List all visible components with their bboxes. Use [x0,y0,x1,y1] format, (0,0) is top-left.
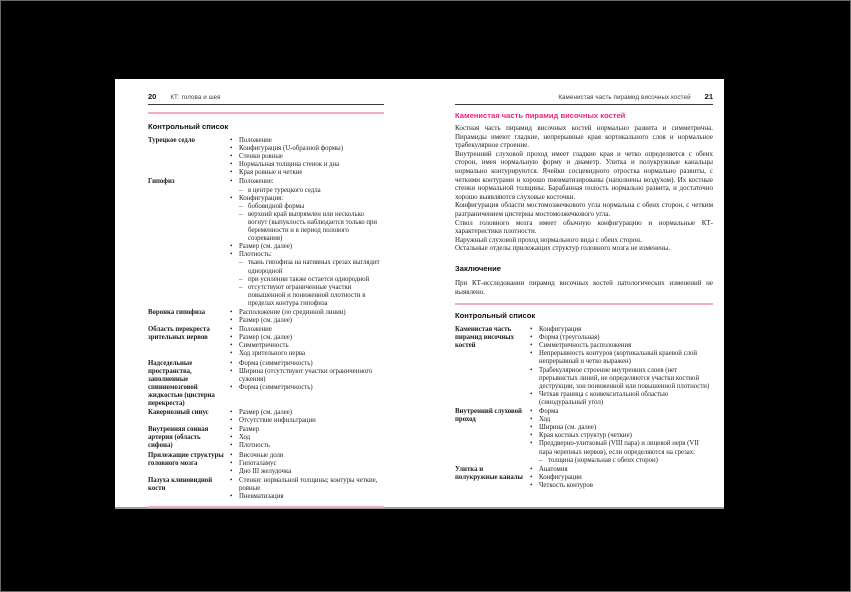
bullet-icon: • [530,416,533,424]
checklist-item-text: Конфигурации [539,473,582,481]
checklist-term: Область перекреста зрительных нервов [148,326,210,342]
checklist-item-text: Размер (см. далее) [239,334,293,342]
checklist-term: Кавернозный синус [148,409,209,417]
checklist-items [530,466,713,490]
checklist-item-text: Форма (треугольная) [539,334,600,342]
checklist-item [530,391,713,407]
bullet-icon: • [230,145,233,153]
checklist-item [530,367,713,391]
checklist-item-text: Положение [239,137,272,144]
checklist-item [230,360,384,368]
checklist-item [230,452,384,460]
checklist-item [230,326,384,334]
checklist-item-text: Расположение (по срединной линии) [239,308,346,316]
bullet-icon: • [530,366,533,374]
checklist-term: Гипофиз [148,178,175,186]
checklist-row [455,466,713,490]
checklist-item-text: Плотность: [239,251,272,259]
checklist-right [455,326,713,490]
checklist-row [148,137,384,177]
checklist-subitems [230,187,384,195]
checklist-item [230,434,384,442]
report-paragraph: Костная часть пирамид височных костей нормально развита и симметрична. Пирамиды имеют гладкие, непрерывные края кортикального слоя и нормальное трабекулярное строение. [455,124,713,150]
bullet-icon: • [230,476,233,484]
checklist-item [230,161,384,169]
checklist-item [230,178,384,194]
checklist-item-text: Симметричность расположения [539,342,632,350]
bullet-icon: • [230,161,233,169]
checklist-term: Прилежащие структуры головного мозга [148,451,224,467]
checklist-subitems [230,259,384,308]
checklist-item-text: Височные доли [239,451,284,459]
checklist-row [148,326,384,358]
bullet-icon: • [530,350,533,358]
bullet-icon: • [530,334,533,342]
bullet-icon: • [230,169,233,177]
bullet-icon: • [230,326,233,334]
bullet-icon: • [530,326,533,334]
checklist-subitem-text: толщина (нормальная с обеих сторон) [548,456,658,464]
bullet-icon: • [230,178,233,186]
checklist-item [230,350,384,358]
checklist-item-text: Отсутствие инфильтрации [239,417,316,425]
checklist-item [530,416,713,424]
checklist-row [455,408,713,465]
checklist-item [230,442,384,450]
bullet-icon: • [230,308,233,316]
checklist-item-text: Конфигурация: [239,194,284,202]
checklist-item [530,466,713,474]
checklist-subitem [230,203,384,211]
checklist-item [230,426,384,434]
checklist-row [148,360,384,409]
checklist-subitem-text: в центре турецкого седла [248,186,321,194]
checklist-item [230,317,384,325]
dash-icon: – [239,210,243,218]
pink-rule-top [148,112,384,114]
checklist-item-text: Непрерывность контуров (кортикальный краевой слой непрерывный и четко выражен) [539,350,698,366]
checklist-item-text: Ход [539,416,551,424]
checklist-item-text: Форма (симметричность) [239,383,313,391]
dash-icon: – [239,259,243,267]
checklist-item-text: Размер (см. далее) [239,409,293,417]
checklist-items [230,178,384,308]
checklist-term: Пазуха клиновидной кости [148,476,213,492]
checklist-items [230,137,384,177]
checklist-item [230,468,384,476]
bullet-icon: • [230,442,233,450]
checklist-item-text: Стенки ровные [239,153,283,161]
page-number-right: 21 [704,92,713,101]
checklist-item-text: Положение [239,326,272,334]
checklist-item-text: Четкость контуров [539,481,593,489]
checklist-item [530,334,713,342]
checklist-subitem-text: отсутствуют ограниченные участки повышенной и пониженной плотности в пределах контура гипофиза [248,283,366,307]
checklist-row [148,309,384,325]
checklist-term: Улитка и полукружные каналы [455,465,523,481]
checklist-item-text: Размер (см. далее) [239,317,293,325]
checklist-subitem-text: при усилении также остается однородной [248,275,370,283]
bullet-icon: • [530,465,533,473]
checklist-subitem [230,211,384,243]
checklist-row [148,409,384,425]
bullet-icon: • [530,432,533,440]
checklist-items [530,326,713,407]
bullet-icon: • [230,383,233,391]
checklist-items [230,452,384,476]
checklist-item-text: Конфигурация (U-образной формы) [239,145,343,153]
checklist-item [530,350,713,366]
bullet-icon: • [230,334,233,342]
checklist-term: Воронка гипофиза [148,308,206,316]
checklist-item-text: Ход зрительного нерва [239,350,305,358]
checklist-items [230,477,384,501]
bullet-icon: • [230,359,233,367]
checklist-subitems [530,457,713,465]
running-header-right [455,92,713,105]
checklist-item-text: Симметричность [239,342,289,350]
checklist-item [230,145,384,153]
conclusion-text: При КТ-исследовании пирамид височных костей патологических изменений не выявлено. [455,278,713,296]
bullet-icon: • [230,137,233,144]
checklist-item-text: Форма (симметричность) [239,359,313,367]
checklist-item [230,342,384,350]
bullet-icon: • [530,440,533,448]
checklist-item [530,342,713,350]
bullet-icon: • [230,409,233,417]
checklist-item-text: Края костных структур (четкие) [539,432,632,440]
running-title-right: Каменистая часть пирамид височных костей [558,94,691,101]
bullet-icon: • [230,350,233,358]
dash-icon: – [239,186,243,194]
bullet-icon: • [230,342,233,350]
page-right [455,92,713,491]
checklist-items [230,409,384,425]
dash-icon: – [239,275,243,283]
checklist-term: Внутренний слуховой проход [455,408,522,424]
checklist-items [230,309,384,325]
checklist-row [148,178,384,308]
checklist-term: Турецкое седло [148,137,195,144]
bullet-icon: • [230,417,233,425]
bullet-icon: • [230,251,233,259]
checklist-subitem-text: верхний край выпрямлен или несколько вогнут (выпуклость наблюдается только при беременности и в период полового созревания) [248,210,378,243]
report-paragraph: Наружный слуховой проход нормального вида с обеих сторон. [455,235,642,244]
bullet-icon: • [230,459,233,467]
checklist-item [530,424,713,432]
checklist-item [230,251,384,308]
checklist-left [148,137,384,501]
checklist-item-text: Гипоталамус [239,459,277,467]
checklist-item-text: Ширина (отсутствуют участки ограниченного сужения) [239,367,373,383]
checklist-row [455,326,713,407]
checklist-item-text: Нормальная толщина стенок и дна [239,161,340,169]
checklist-item [230,137,384,145]
pink-rule-bottom [148,506,384,508]
checklist-item [530,474,713,482]
bullet-icon: • [230,434,233,442]
dash-icon: – [239,202,243,210]
checklist-subitem [230,259,384,275]
bullet-icon: • [230,426,233,434]
checklist-subitems [230,203,384,243]
checklist-item-text: Края ровные и четкие [239,169,303,177]
bullet-icon: • [530,390,533,398]
bullet-icon: • [530,473,533,481]
report-paragraph: Внутренний слуховой проход имеет гладкие края и четко определяется с обеих сторон, имея нормальную форму и диаметр. Улитка и полукружные канальцы нормально контурируются. Ячейки сосцевидного отростка нормально развиты, с четкими контурами и хорошо пневматизированы (наполнены воздухом). Их костные стенки нормальной толщины. Барабанная полость нормально развита, и достаточно хорошо выявляются слуховые косточки. [455,149,713,201]
checklist-row [148,452,384,476]
dash-icon: – [539,456,543,464]
checklist-item-text: Преддверно-улитковый (VIII пара) и лицевой нерв (VII пара черепных нервов), если определяются на срезах: [539,440,699,456]
checklist-item-text: Ход [239,434,251,442]
chapter-title: Каменистая часть пирамид височных костей [455,111,626,120]
checklist-subitem [530,457,713,465]
checklist-subitem [230,276,384,284]
checklist-item-text: Форма [539,408,559,416]
checklist-items [230,426,384,450]
checklist-subitem-text: бобовидной формы [248,202,305,210]
bullet-icon: • [530,342,533,350]
bullet-icon: • [230,451,233,459]
bullet-icon: • [230,153,233,161]
checklist-item-text: Размер (см. далее) [239,243,293,251]
checklist-item-text: Трабекулярное строение внутренних слоев (нет прерывистых линий, не определяются участки костной деструкции, зон пониженной или повышенной плотности) [539,366,710,390]
checklist-item [230,334,384,342]
bullet-icon: • [230,194,233,202]
checklist-item [230,368,384,384]
page-left [148,92,384,508]
bullet-icon: • [530,424,533,432]
checklist-subitem [230,187,384,195]
checklist-items [530,408,713,465]
checklist-term: Надседельные пространства, заполненные спинномозговой жидкостью (цистерна перекреста) [148,359,215,407]
conclusion-heading: Заключение [455,263,502,273]
checklist-item [230,493,384,501]
checklist-subitem [230,284,384,308]
checklist-subitem-text: ткань гипофиза на нативных срезах выглядит однородной [248,259,380,275]
page-number-left: 20 [148,92,157,101]
checklist-item [230,243,384,251]
checklist-term: Внутренняя сонная артерия (область сифона) [148,426,209,450]
checklist-row [148,477,384,501]
bullet-icon: • [530,408,533,416]
book-spread [115,79,724,509]
checklist-item [230,153,384,161]
bullet-icon: • [230,317,233,325]
report-text [455,124,713,253]
bullet-icon: • [530,481,533,489]
checklist-item [530,432,713,440]
checklist-item [230,384,384,392]
checklist-item-text: Анатомия [539,465,568,473]
checklist-item [230,195,384,244]
pink-rule-checklist [455,303,713,305]
checklist-item-text: Стенки: нормальной толщины; контуры четкие, ровные [239,476,378,492]
checklist-item-text: Плотность [239,442,270,450]
running-header-left [148,92,384,105]
report-paragraph: Ствол головного мозга имеет обычную конфигурацию и нормальные КТ-характеристики плотности. [455,218,713,236]
checklist-item [530,326,713,334]
checklist-item [230,477,384,493]
checklist-item-text: Ширина (см. далее) [539,424,597,432]
checklist-item [530,440,713,464]
checklist-item-text: Дно III желудочка [239,467,292,475]
checklist-item [530,408,713,416]
checklist-item [230,169,384,177]
checklist-item-text: Пневматизация [239,493,284,501]
checklist-item [230,417,384,425]
report-paragraph: Остальные отделы прилежащих структур головного мозга не изменены. [455,244,671,253]
checklist-item-text: Размер [239,426,260,434]
checklist-item [230,460,384,468]
checklist-row [148,426,384,450]
report-paragraph: Конфигурация области мостомозжечкового угла нормальна с обеих сторон, с четким разграничением цистерны мостомозжечкового угла. [455,201,713,218]
checklist-item [530,482,713,490]
checklist-item-text: Четкая граница с конвекситальной областью (синодуральный угол) [539,390,669,406]
bullet-icon: • [230,367,233,375]
section-heading-checklist: Контрольный список [148,122,229,131]
checklist-item-text: Положение: [239,178,274,186]
section-heading-checklist-right: Контрольный список [455,311,536,321]
checklist-items [230,326,384,358]
running-title-left: КТ: голова и шея [170,94,221,101]
checklist-item-text: Конфигурация [539,326,582,334]
bullet-icon: • [230,243,233,251]
checklist-item [230,309,384,317]
checklist-term: Каменистая часть пирамид височных костей [455,326,514,350]
dash-icon: – [239,283,243,291]
checklist-item [230,409,384,417]
bullet-icon: • [230,493,233,501]
bullet-icon: • [230,467,233,475]
checklist-items [230,360,384,409]
